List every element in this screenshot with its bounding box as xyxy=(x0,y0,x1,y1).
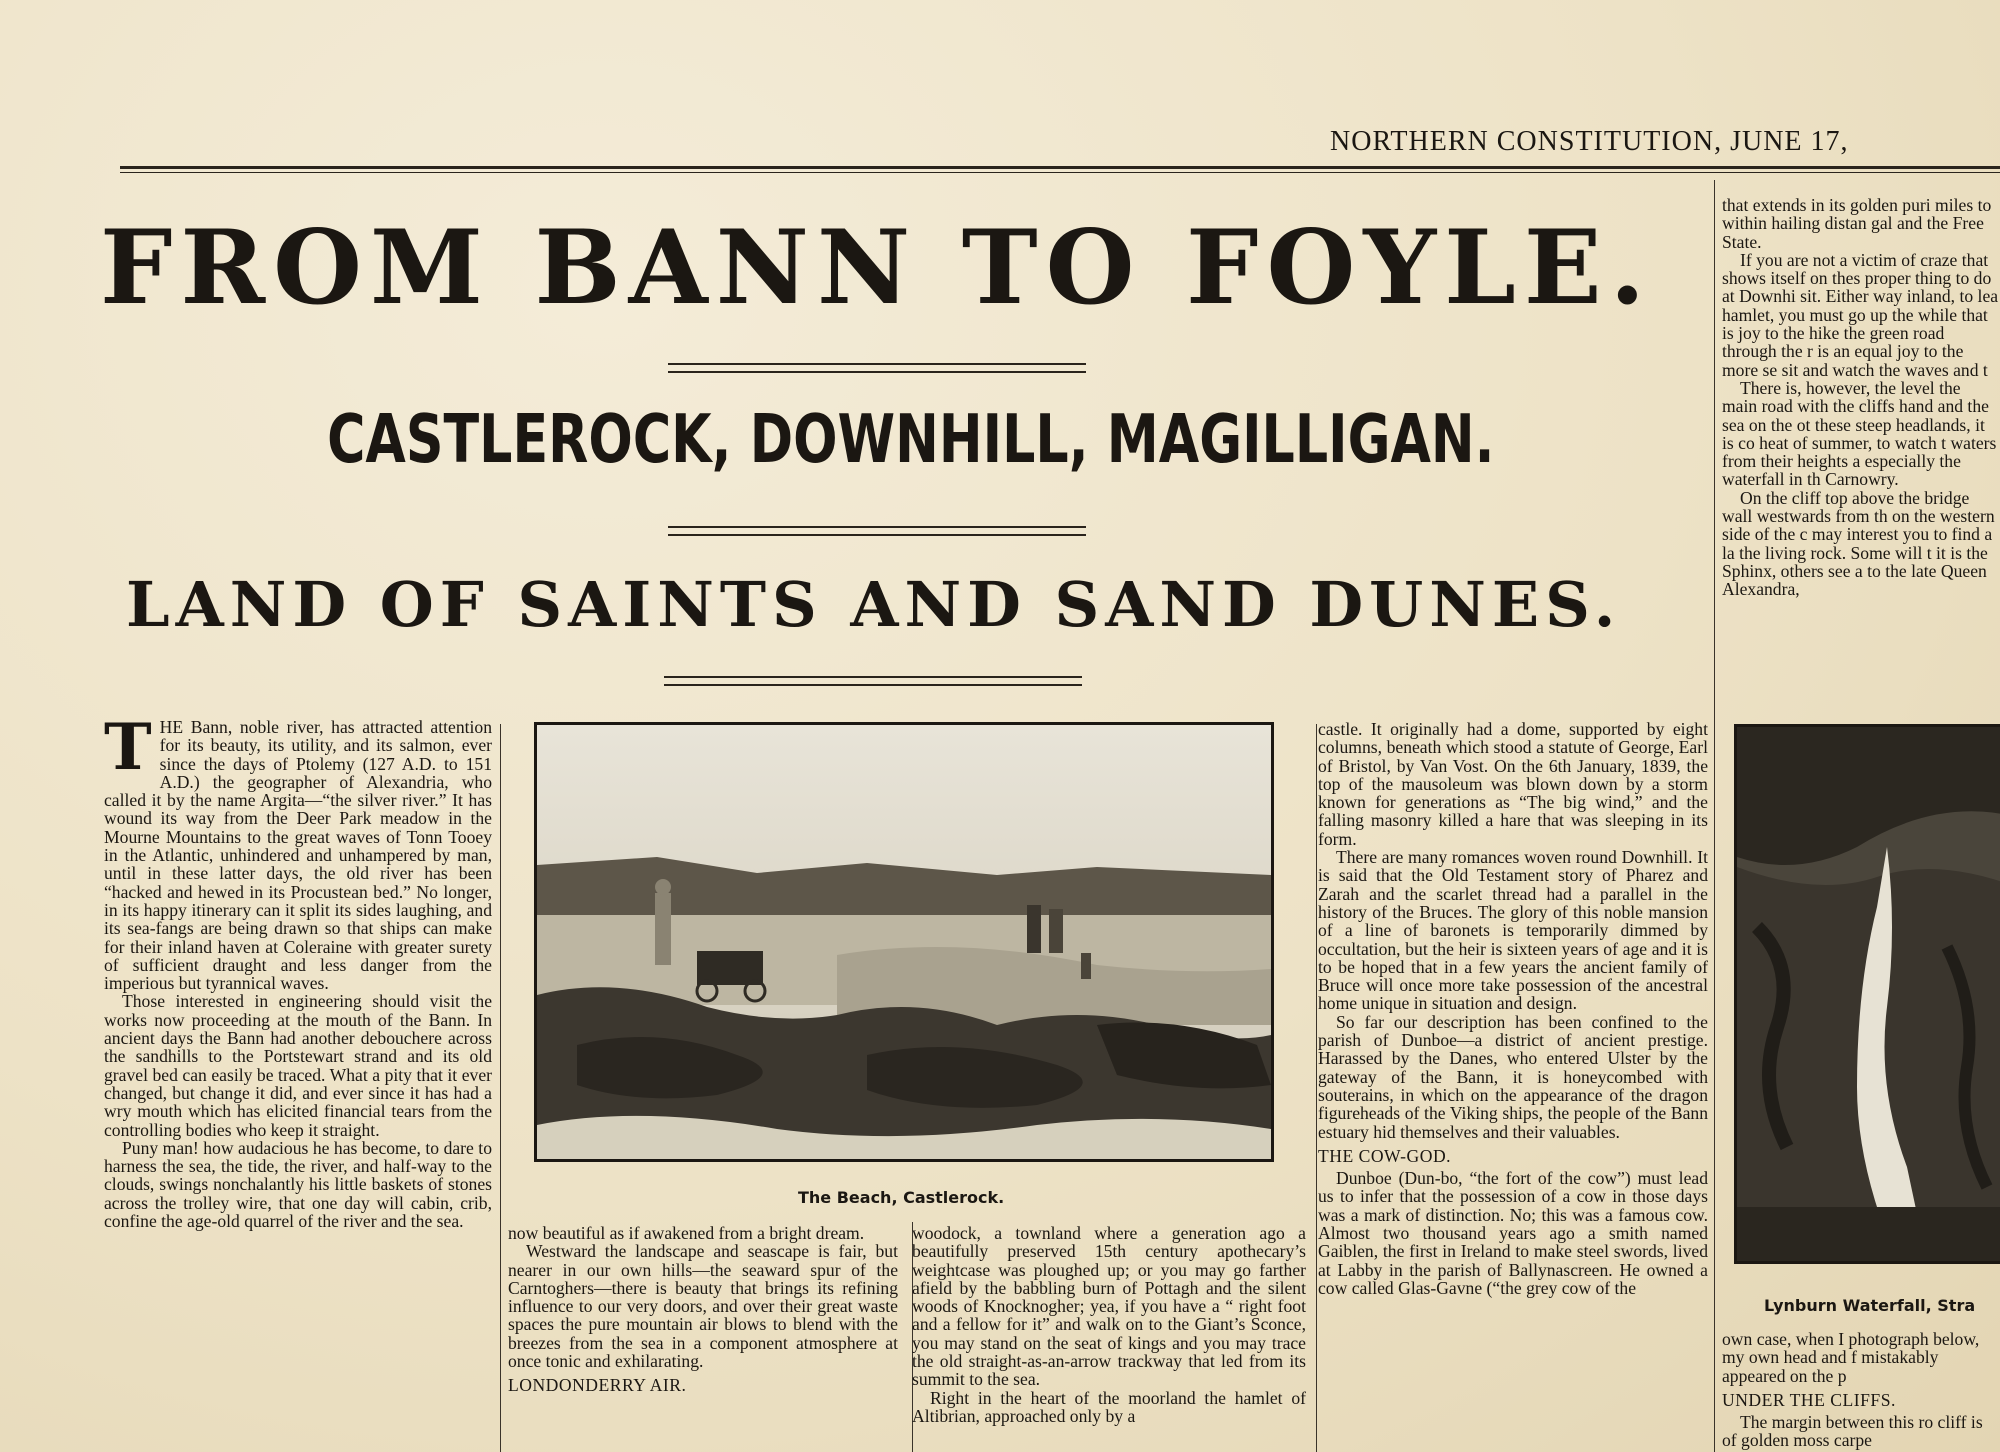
article-column-5 xyxy=(1722,196,2000,696)
section-heading: LONDONDERRY AIR. xyxy=(508,1375,687,1396)
paragraph: HE Bann, noble river, has attracted attention for its beauty, its utility, and its salmon, ever since the days of Ptolemy (127 A.D. to 151 A.D.) the geographer of Alexandria, who called it by the name Argita—“the silver river.” It has wound its way from the Deer Park meadow in the Mourne Mountains to the great waves of Tonn Tooey in the Atlantic, unhindered and unhampered by man, until in these latter days, the old river has been “hacked and hewed in its Procustean bed.” No longer, in its happy itinerary can it split its sides laughing, and its sea-fangs are being drawn so that ships can make for their inland haven at Coleraine with greater surety of sufficient draught and less danger from the imperious but tyrannical waves. xyxy=(104,718,492,994)
paragraph: Right in the heart of the moorland the hamlet of Altibrian, approached only by a xyxy=(912,1387,1306,1426)
paragraph: Puny man! how audacious he has become, to dare to harness the sea, the tide, the river, and half-way to the clouds, swings nonchalantly his little baskets of stones across the trolley wire, that one day will cabin, crib, confine the age-old quarrel of the river and the sea. xyxy=(104,1137,492,1232)
third-headline: LAND OF SAINTS AND SAND DUNES. xyxy=(126,568,1622,641)
paragraph: own case, when I photograph below, my own head and f mistakably appeared on the p xyxy=(1722,1330,1980,1386)
paragraph: Dunboe (Dun-bo, “the fort of the cow”) must lead us to infer that the possession of a cow in those days was a mark of distinction. No; this was a famous cow. Almost two thousand years ago a smith named Gaiblen, the first in Ireland to make steel swords, lived at Labby in the parish of Ballynascreen. He owned a cow called Glas-Gavne (“the grey cow of the xyxy=(1318,1168,1708,1298)
article-column-1 xyxy=(104,718,492,1452)
photo-caption-2: Lynburn Waterfall, Stra xyxy=(1764,1296,1976,1315)
masthead-rule-thin xyxy=(120,172,2000,173)
paragraph: Those interested in engineering should visit the works now proceeding at the mouth of the Bann. In ancient days the Bann had another debouchere across the sandhills to the Portstewart strand and its old gravel bed can easily be traced. What a pity that it ever changed, but change it did, and ever since it has had a wry mouth which has elicited financial tears from the controlling bodies who keep it straight. xyxy=(104,991,492,1140)
main-headline: FROM BANN TO FOYLE. xyxy=(100,208,1654,328)
section-heading: THE COW-GOD. xyxy=(1318,1145,1452,1166)
third-divider xyxy=(664,676,1082,686)
waterfall-photo xyxy=(1734,724,2000,1264)
paragraph: that extends in its golden puri miles to within hailing distan gal and the Free State. xyxy=(1722,196,1992,252)
paragraph: castle. It originally had a dome, supported by eight columns, beneath which stood a statute of George, Earl of Bristol, by Van Vost. On the 6th January, 1839, the top of the mausoleum was blown down by a storm known for generations as “The big wind,” and the falling masonry killed a hare that was sleeping in its form. xyxy=(1318,720,1708,849)
paragraph: Westward the landscape and seascape is fair, but nearer in our own hills—the seaward spur of the Carntoghers—there is beauty that brings its refining influence to our very doors, and over their great waste spaces the pure mountain air blows to blend with the breezes from the sea in a component atmosphere at once tonic and exhilarating. xyxy=(508,1241,898,1372)
paragraph: There are many romances woven round Downhill. It is said that the Old Testament story of Pharez and Zarah and the scarlet thread had a parallel in the history of the Bruces. The glory of this noble mansion of a line of baronets is temporarily dimmed by occultation, but the heir is sixteen years of age and it is to be hoped that in a few years the ancient family of Bruce will once more take possession of the ancestral home unique in situation and design. xyxy=(1318,847,1708,1014)
headline-divider xyxy=(668,363,1086,373)
masthead-rule xyxy=(120,166,2000,169)
paragraph: The margin between this ro cliff is of golden moss carpe xyxy=(1722,1412,1983,1451)
article-column-4 xyxy=(1318,720,1708,1452)
waterfall-photo-image xyxy=(1737,727,2000,1261)
beach-photo-image xyxy=(537,725,1271,1159)
paragraph: now beautiful as if awakened from a bright dream. xyxy=(508,1224,865,1243)
paragraph: There is, however, the level the main road with the cliffs hand and the sea on the ot these steep headlands, it is co heat of summer, to watch t waters from their heights a especially the waterfall in th Carnowry. xyxy=(1722,377,1997,490)
subheadline: CASTLEROCK, DOWNHILL, MAGILLIGAN. xyxy=(327,400,1495,478)
paragraph: On the cliff top above the bridge wall westwards from th on the western side of the c may interest you to find a la the living rock. Some will t it is the Sphinx, others see a to the late Queen Alexandra, xyxy=(1722,487,1995,600)
column-rule-3 xyxy=(1316,724,1317,1452)
masthead: NORTHERN CONSTITUTION, JUNE 17, xyxy=(1330,126,1849,157)
drop-cap: T xyxy=(104,718,152,785)
article-column-2 xyxy=(508,1224,898,1452)
column-rule-1 xyxy=(500,724,501,1452)
photo-caption: The Beach, Castlerock. xyxy=(798,1188,1005,1207)
paragraph: woodock, a townland where a generation ago a beautifully preserved 15th century apothecary’s weightcase was ploughed up; or you may go farther afield by the babbling burn of Pottagh and the silent woods of Knocknogher; yea, if you have a “ right foot and a fellow for it” and walk on to the Giant’s Sconce, you may stand on the seat of kings and you may trace the old straight-as-an-arrow trackway that led from its summit to the sea. xyxy=(912,1224,1306,1390)
column-rule-right xyxy=(1714,180,1715,1452)
beach-photo xyxy=(534,722,1274,1162)
article-column-5-lower xyxy=(1722,1330,2000,1452)
section-heading: UNDER THE CLIFFS. xyxy=(1722,1389,1896,1410)
article-column-3 xyxy=(912,1224,1306,1452)
subhead-divider xyxy=(668,526,1086,536)
paragraph: If you are not a victim of craze that shows itself on thes proper thing to do at Downhi sit. Either way inland, to lea hamlet, you must go up the while that is joy to the hike the green road through the r is an equal joy to the more se sit and watch the waves and t xyxy=(1722,249,1999,380)
paragraph: So far our description has been confined to the parish of Dunboe—a district of ancient prestige. Harassed by the Danes, who entered Ulster by the gateway of the Bann, it is honeycombed with souterains, in which on the appearance of the dragon figureheads of the Viking ships, the people of the Bann estuary hid themselves and their valuables. xyxy=(1318,1011,1708,1142)
